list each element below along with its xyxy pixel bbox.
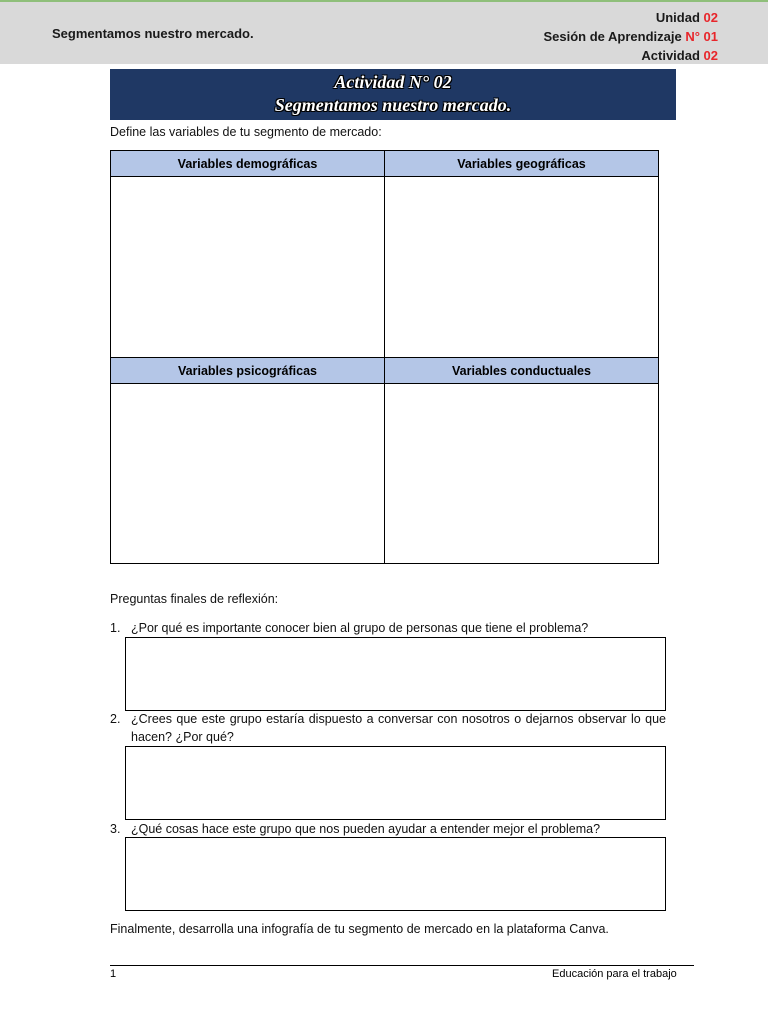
- reflection-title: Preguntas finales de reflexión:: [110, 592, 279, 606]
- cell-psicograficas[interactable]: [111, 384, 385, 564]
- header-band: [0, 0, 768, 64]
- answer-box-2[interactable]: [125, 746, 666, 820]
- question-1-text: ¿Por qué es importante conocer bien al grupo de personas que tiene el problema?: [131, 621, 589, 635]
- header-document-title: Segmentamos nuestro mercado.: [52, 26, 254, 41]
- answer-box-3[interactable]: [125, 837, 666, 911]
- header-psicograficas: Variables psicográficas: [111, 358, 385, 384]
- question-1: [110, 619, 666, 637]
- answer-box-1[interactable]: [125, 637, 666, 711]
- intro-instruction: Define las variables de tu segmento de mercado:: [110, 125, 382, 139]
- header-geograficas: Variables geográficas: [385, 151, 659, 177]
- footer-divider: [110, 965, 694, 966]
- cell-conductuales[interactable]: [385, 384, 659, 564]
- header-sesion: Sesión de Aprendizaje N° 01: [543, 29, 718, 44]
- banner-activity-number: Actividad N° 02: [334, 72, 452, 92]
- question-2: [110, 710, 666, 746]
- final-instruction: Finalmente, desarrolla una infografía de tu segmento de mercado en la plataforma Canva.: [110, 922, 609, 936]
- header-conductuales: Variables conductuales: [385, 358, 659, 384]
- banner-activity-title: Segmentamos nuestro mercado.: [274, 95, 512, 115]
- footer-course-name: Educación para el trabajo: [552, 968, 677, 980]
- question-2-text: ¿Crees que este grupo estaría dispuesto a conversar con nosotros o dejarnos observar lo que hacen? ¿Por qué?: [131, 712, 666, 744]
- variables-table: [110, 150, 659, 564]
- footer-page-number: 1: [110, 968, 117, 980]
- question-2-number: 2.: [110, 712, 121, 726]
- question-3-text: ¿Qué cosas hace este grupo que nos pueden ayudar a entender mejor el problema?: [131, 822, 601, 836]
- header-demograficas: Variables demográficas: [111, 151, 385, 177]
- header-unidad: Unidad 02: [655, 10, 718, 25]
- question-3-number: 3.: [110, 822, 121, 836]
- activity-title-banner: [110, 69, 676, 120]
- question-1-number: 1.: [110, 621, 121, 635]
- header-actividad: Actividad 02: [641, 48, 718, 63]
- header-session-info: [543, 8, 718, 65]
- cell-demograficas[interactable]: [111, 177, 385, 358]
- cell-geograficas[interactable]: [385, 177, 659, 358]
- question-3: [110, 820, 666, 838]
